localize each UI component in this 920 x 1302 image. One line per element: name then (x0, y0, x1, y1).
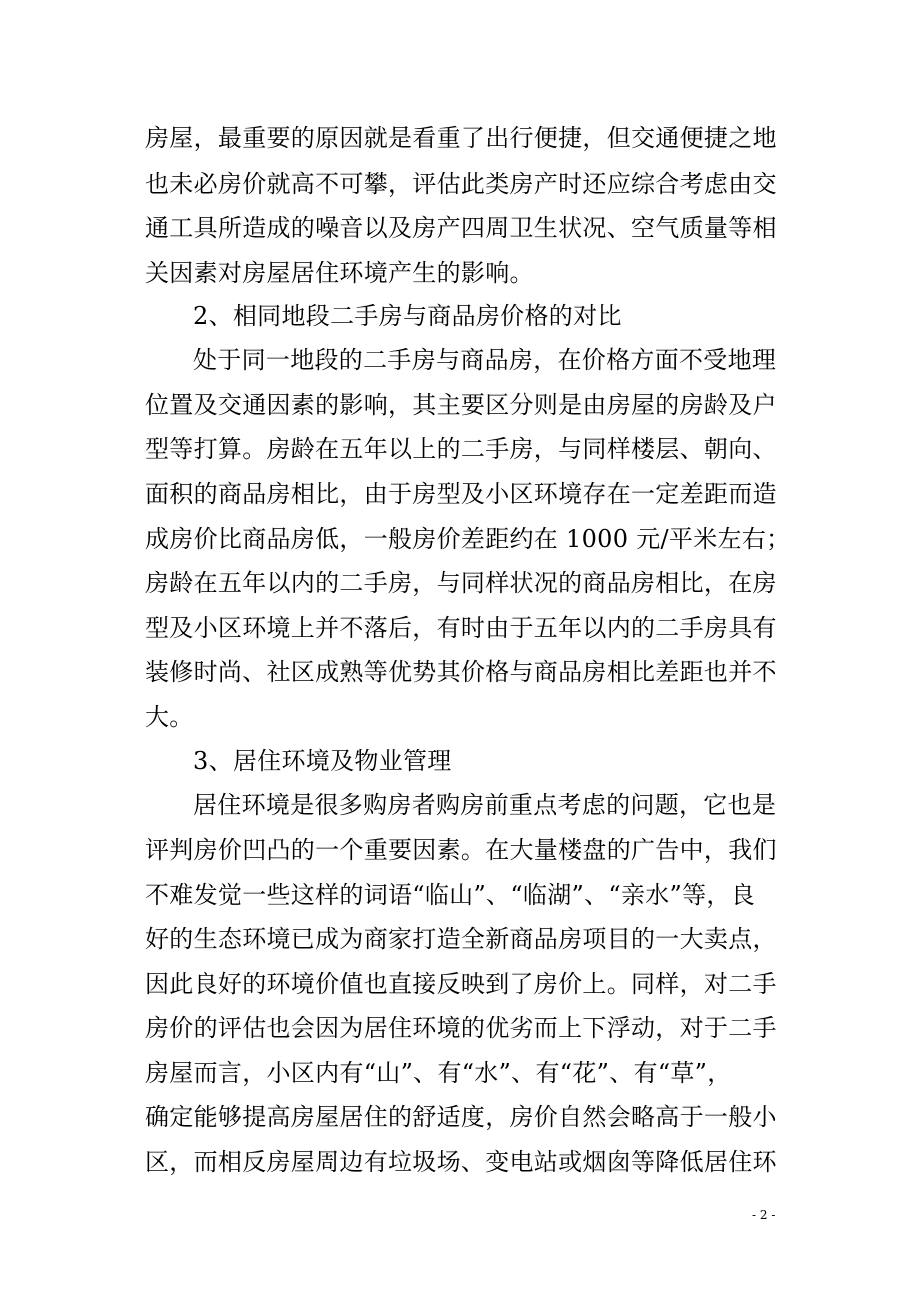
paragraph-1-line-2: 也未必房价就高不可攀，评估此类房产时还应综合考虑由交 (145, 170, 777, 198)
paragraph-2-line-3: 型等打算。房龄在五年以上的二手房，与同样楼层、朝向、 (145, 435, 777, 463)
paragraph-1-line-1: 房屋，最重要的原因就是看重了出行便捷，但交通便捷之地 (145, 124, 777, 152)
paragraph-1-line-4: 关因素对房屋居住环境产生的影响。 (145, 259, 534, 287)
paragraph-3-line-4: 好的生态环境已成为商家打造全新商品房项目的一大卖点， (145, 925, 777, 953)
paragraph-3-line-2: 评判房价凹凸的一个重要因素。在大量楼盘的广告中，我们 (145, 836, 777, 864)
section-heading-3: 3、居住环境及物业管理 (193, 747, 452, 775)
paragraph-3-line-6: 房价的评估也会因为居住环境的优劣而上下浮动，对于二手 (145, 1014, 777, 1042)
paragraph-2-line-6: 房龄在五年以内的二手房，与同样状况的商品房相比，在房 (145, 569, 777, 597)
paragraph-2-line-8: 装修时尚、社区成熟等优势其价格与商品房相比差距也并不 (145, 658, 777, 686)
paragraph-2-line-4: 面积的商品房相比，由于房型及小区环境存在一定差距而造 (145, 480, 777, 508)
paragraph-2-line-2: 位置及交通因素的影响，其主要区分则是由房屋的房龄及户 (145, 391, 777, 419)
paragraph-3-line-3: 不难发觉一些这样的词语“临山”、“临湖”、“亲水”等，良 (145, 881, 756, 909)
paragraph-2-line-9: 大。 (145, 703, 194, 731)
paragraph-3-line-1: 居住环境是很多购房者购房前重点考虑的问题，它也是 (193, 791, 777, 819)
page-number: - 2 - (752, 1208, 776, 1222)
paragraph-2-line-1: 处于同一地段的二手房与商品房，在价格方面不受地理 (193, 346, 777, 374)
paragraph-2-line-5: 成房价比商品房低，一般房价差距约在 1000 元/平米左右； (145, 525, 791, 553)
paragraph-3-line-5: 因此良好的环境价值也直接反映到了房价上。同样，对二手 (145, 970, 777, 998)
paragraph-1-line-3: 通工具所造成的噪音以及房产四周卫生状况、空气质量等相 (145, 214, 777, 242)
section-heading-2: 2、相同地段二手房与商品房价格的对比 (193, 302, 622, 330)
paragraph-3-line-9: 区，而相反房屋周边有垃圾场、变电站或烟囱等降低居住环 (145, 1148, 777, 1176)
paragraph-3-line-8: 确定能够提高房屋居住的舒适度，房价自然会略高于一般小 (145, 1103, 777, 1131)
paragraph-2-line-7: 型及小区环境上并不落后，有时由于五年以内的二手房具有 (145, 614, 777, 642)
paragraph-3-line-7: 房屋而言，小区内有“山”、有“水”、有“花”、有“草”， (145, 1059, 732, 1087)
